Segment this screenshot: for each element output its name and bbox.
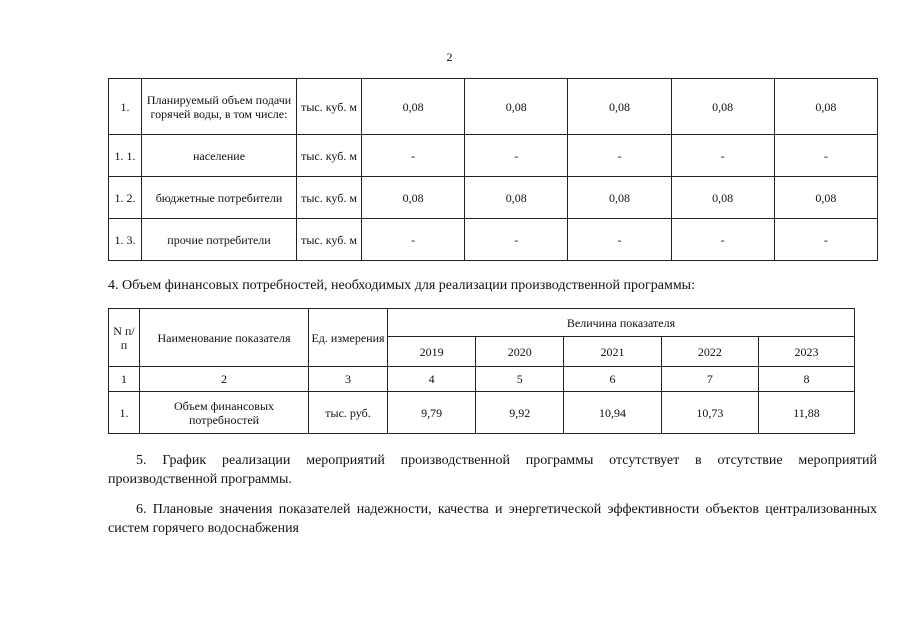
column-number: 7 [661,367,758,392]
row-number: 1. 2. [109,177,142,219]
table-header-row [109,309,855,337]
year-header: 2022 [661,337,758,367]
value-cell: - [774,219,877,261]
value-cell: 0,08 [774,79,877,135]
column-header-name: Наименование показателя [140,309,309,367]
column-number: 8 [759,367,855,392]
value-cell: 9,79 [388,392,476,434]
column-number: 6 [564,367,661,392]
unit-cell: тыс. куб. м [297,219,362,261]
value-cell: 0,08 [362,177,465,219]
table-row [109,219,878,261]
section-6-paragraph: 6. Плановые значения показателей надежности, качества и энергетической эффективности объектов централизованных систем горячего водоснабжения [108,502,877,536]
value-cell: 0,08 [671,79,774,135]
column-number: 1 [109,367,140,392]
year-header: 2020 [476,337,564,367]
value-cell: - [362,219,465,261]
value-cell: - [671,135,774,177]
row-number: 1. 1. [109,135,142,177]
value-cell: 10,73 [661,392,758,434]
value-cell: 10,94 [564,392,661,434]
value-cell: 11,88 [759,392,855,434]
value-cell: 0,08 [465,177,568,219]
indicator-name: Объем финансовых потребностей [140,392,309,434]
value-cell: - [362,135,465,177]
indicator-name: Планируемый объем подачи горячей воды, в том числе: [142,79,297,135]
column-number: 2 [140,367,309,392]
financial-needs-table [108,308,855,434]
value-cell: 0,08 [362,79,465,135]
value-cell: - [465,219,568,261]
section-5-paragraph: 5. График реализации мероприятий производственной программы отсутствует в отсутствие мероприятий производственной программы. [108,453,877,487]
row-number: 1. [109,79,142,135]
column-header-number: N п/ п [109,309,140,367]
column-header-group: Величина показателя [388,309,855,337]
value-cell: 0,08 [774,177,877,219]
water-supply-volume-table [108,78,878,261]
table-row [109,392,855,434]
year-header: 2019 [388,337,476,367]
value-cell: 0,08 [671,177,774,219]
value-cell: 0,08 [568,177,671,219]
unit-cell: тыс. куб. м [297,79,362,135]
value-cell: 9,92 [476,392,564,434]
row-number: 1. [109,392,140,434]
unit-cell: тыс. руб. [309,392,388,434]
column-header-unit: Ед. измерения [309,309,388,367]
year-header: 2023 [759,337,855,367]
indicator-name: прочие потребители [142,219,297,261]
page-number: 2 [446,50,453,64]
value-cell: - [465,135,568,177]
unit-cell: тыс. куб. м [297,177,362,219]
year-header: 2021 [564,337,661,367]
table-row [109,135,878,177]
row-number: 1. 3. [109,219,142,261]
value-cell: 0,08 [465,79,568,135]
section-4-heading: 4. Объем финансовых потребностей, необходимых для реализации производственной программы: [108,278,695,293]
column-number: 4 [388,367,476,392]
unit-cell: тыс. куб. м [297,135,362,177]
column-number: 3 [309,367,388,392]
value-cell: - [671,219,774,261]
table-row [109,177,878,219]
column-number-row [109,367,855,392]
column-number: 5 [476,367,564,392]
indicator-name: бюджетные потребители [142,177,297,219]
value-cell: - [774,135,877,177]
table-row [109,79,878,135]
value-cell: - [568,219,671,261]
indicator-name: население [142,135,297,177]
value-cell: - [568,135,671,177]
value-cell: 0,08 [568,79,671,135]
